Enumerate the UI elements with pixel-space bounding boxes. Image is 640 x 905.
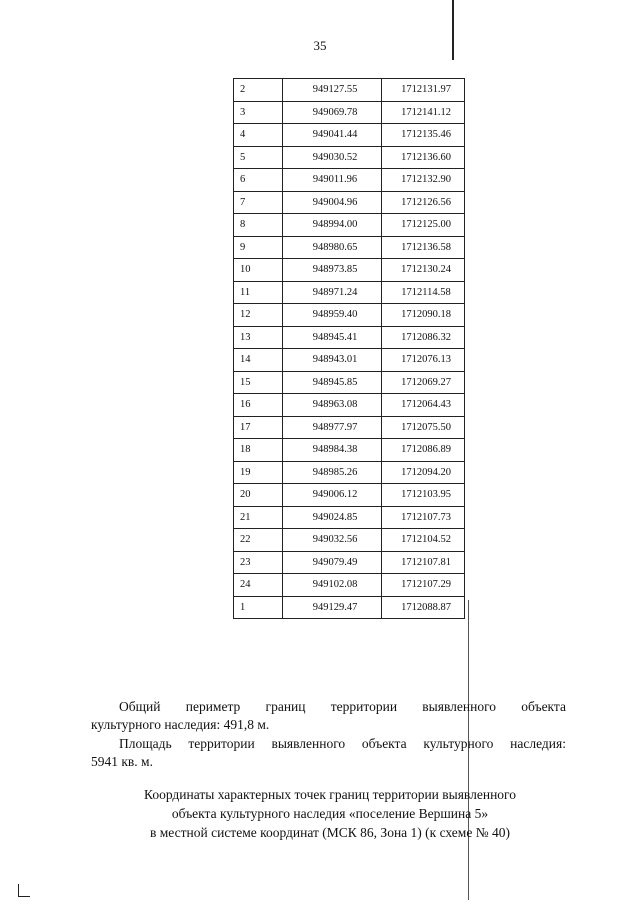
table-row: [234, 349, 465, 372]
x-coordinate-cell: 949079.49: [283, 551, 382, 574]
y-coordinate-cell: 1712069.27: [382, 371, 465, 394]
point-number-cell: 3: [234, 101, 283, 124]
table-row: [234, 574, 465, 597]
table-row: [234, 124, 465, 147]
table-row: [234, 484, 465, 507]
point-number-cell: 4: [234, 124, 283, 147]
table-row: [234, 281, 465, 304]
x-coordinate-cell: 949011.96: [283, 169, 382, 192]
table-row: [234, 506, 465, 529]
point-number-cell: 2: [234, 79, 283, 102]
y-coordinate-cell: 1712126.56: [382, 191, 465, 214]
point-number-cell: 14: [234, 349, 283, 372]
table-row: [234, 326, 465, 349]
table-row: [234, 529, 465, 552]
x-coordinate-cell: 948994.00: [283, 214, 382, 237]
table-row: [234, 304, 465, 327]
y-coordinate-cell: 1712094.20: [382, 461, 465, 484]
y-coordinate-cell: 1712088.87: [382, 596, 465, 619]
y-coordinate-cell: 1712103.95: [382, 484, 465, 507]
y-coordinate-cell: 1712136.60: [382, 146, 465, 169]
x-coordinate-cell: 948943.01: [283, 349, 382, 372]
heading-line-1: Координаты характерных точек границ территории выявленного: [143, 787, 516, 802]
point-number-cell: 20: [234, 484, 283, 507]
table-row: [234, 146, 465, 169]
scan-artifact-corner: [18, 896, 30, 897]
x-coordinate-cell: 949030.52: [283, 146, 382, 169]
x-coordinate-cell: 948973.85: [283, 259, 382, 282]
y-coordinate-cell: 1712125.00: [382, 214, 465, 237]
point-number-cell: 6: [234, 169, 283, 192]
table-row: [234, 236, 465, 259]
heading-line-2: объекта культурного наследия «поселение Вершина 5»: [171, 806, 489, 821]
point-number-cell: 24: [234, 574, 283, 597]
perimeter-line-1: Общий периметр границ территории выявленного объекта: [119, 699, 566, 714]
x-coordinate-cell: 949102.08: [283, 574, 382, 597]
point-number-cell: 11: [234, 281, 283, 304]
table-row: [234, 79, 465, 102]
coordinates-table-body: [234, 79, 465, 619]
point-number-cell: 19: [234, 461, 283, 484]
section-heading: [100, 785, 560, 842]
y-coordinate-cell: 1712064.43: [382, 394, 465, 417]
scan-artifact-line: [452, 0, 454, 60]
point-number-cell: 8: [234, 214, 283, 237]
x-coordinate-cell: 948963.08: [283, 394, 382, 417]
point-number-cell: 17: [234, 416, 283, 439]
x-coordinate-cell: 948945.41: [283, 326, 382, 349]
y-coordinate-cell: 1712130.24: [382, 259, 465, 282]
x-coordinate-cell: 949032.56: [283, 529, 382, 552]
point-number-cell: 5: [234, 146, 283, 169]
area-line-1: Площадь территории выявленного объекта культурного наследия:: [119, 736, 566, 751]
table-row: [234, 371, 465, 394]
area-line-2: 5941 кв. м.: [91, 754, 153, 769]
point-number-cell: 21: [234, 506, 283, 529]
table-row: [234, 596, 465, 619]
point-number-cell: 7: [234, 191, 283, 214]
heading-line-3: в местной системе координат (МСК 86, Зона 1) (к схеме № 40): [150, 825, 510, 840]
x-coordinate-cell: 949129.47: [283, 596, 382, 619]
table-row: [234, 461, 465, 484]
y-coordinate-cell: 1712114.58: [382, 281, 465, 304]
x-coordinate-cell: 948977.97: [283, 416, 382, 439]
y-coordinate-cell: 1712132.90: [382, 169, 465, 192]
table-row: [234, 439, 465, 462]
perimeter-line-2: культурного наследия: 491,8 м.: [91, 717, 270, 732]
table-row: [234, 259, 465, 282]
y-coordinate-cell: 1712135.46: [382, 124, 465, 147]
x-coordinate-cell: 948985.26: [283, 461, 382, 484]
y-coordinate-cell: 1712075.50: [382, 416, 465, 439]
table-row: [234, 101, 465, 124]
x-coordinate-cell: 949041.44: [283, 124, 382, 147]
x-coordinate-cell: 949024.85: [283, 506, 382, 529]
perimeter-paragraph: [91, 698, 566, 734]
table-row: [234, 394, 465, 417]
coordinates-table: [233, 78, 465, 619]
y-coordinate-cell: 1712131.97: [382, 79, 465, 102]
table-row: [234, 551, 465, 574]
y-coordinate-cell: 1712104.52: [382, 529, 465, 552]
point-number-cell: 10: [234, 259, 283, 282]
x-coordinate-cell: 948980.65: [283, 236, 382, 259]
y-coordinate-cell: 1712090.18: [382, 304, 465, 327]
y-coordinate-cell: 1712086.89: [382, 439, 465, 462]
table-row: [234, 416, 465, 439]
y-coordinate-cell: 1712076.13: [382, 349, 465, 372]
area-paragraph: [91, 735, 566, 771]
table-row: [234, 214, 465, 237]
page-number: 35: [313, 38, 327, 53]
x-coordinate-cell: 948959.40: [283, 304, 382, 327]
y-coordinate-cell: 1712107.73: [382, 506, 465, 529]
x-coordinate-cell: 949006.12: [283, 484, 382, 507]
table-row: [234, 191, 465, 214]
scan-artifact-corner: [18, 884, 19, 896]
point-number-cell: 12: [234, 304, 283, 327]
y-coordinate-cell: 1712107.81: [382, 551, 465, 574]
point-number-cell: 15: [234, 371, 283, 394]
point-number-cell: 23: [234, 551, 283, 574]
point-number-cell: 16: [234, 394, 283, 417]
x-coordinate-cell: 948984.38: [283, 439, 382, 462]
x-coordinate-cell: 948945.85: [283, 371, 382, 394]
x-coordinate-cell: 949069.78: [283, 101, 382, 124]
point-number-cell: 22: [234, 529, 283, 552]
x-coordinate-cell: 949127.55: [283, 79, 382, 102]
table-row: [234, 169, 465, 192]
point-number-cell: 1: [234, 596, 283, 619]
y-coordinate-cell: 1712136.58: [382, 236, 465, 259]
point-number-cell: 9: [234, 236, 283, 259]
point-number-cell: 13: [234, 326, 283, 349]
x-coordinate-cell: 948971.24: [283, 281, 382, 304]
y-coordinate-cell: 1712107.29: [382, 574, 465, 597]
y-coordinate-cell: 1712141.12: [382, 101, 465, 124]
x-coordinate-cell: 949004.96: [283, 191, 382, 214]
point-number-cell: 18: [234, 439, 283, 462]
y-coordinate-cell: 1712086.32: [382, 326, 465, 349]
